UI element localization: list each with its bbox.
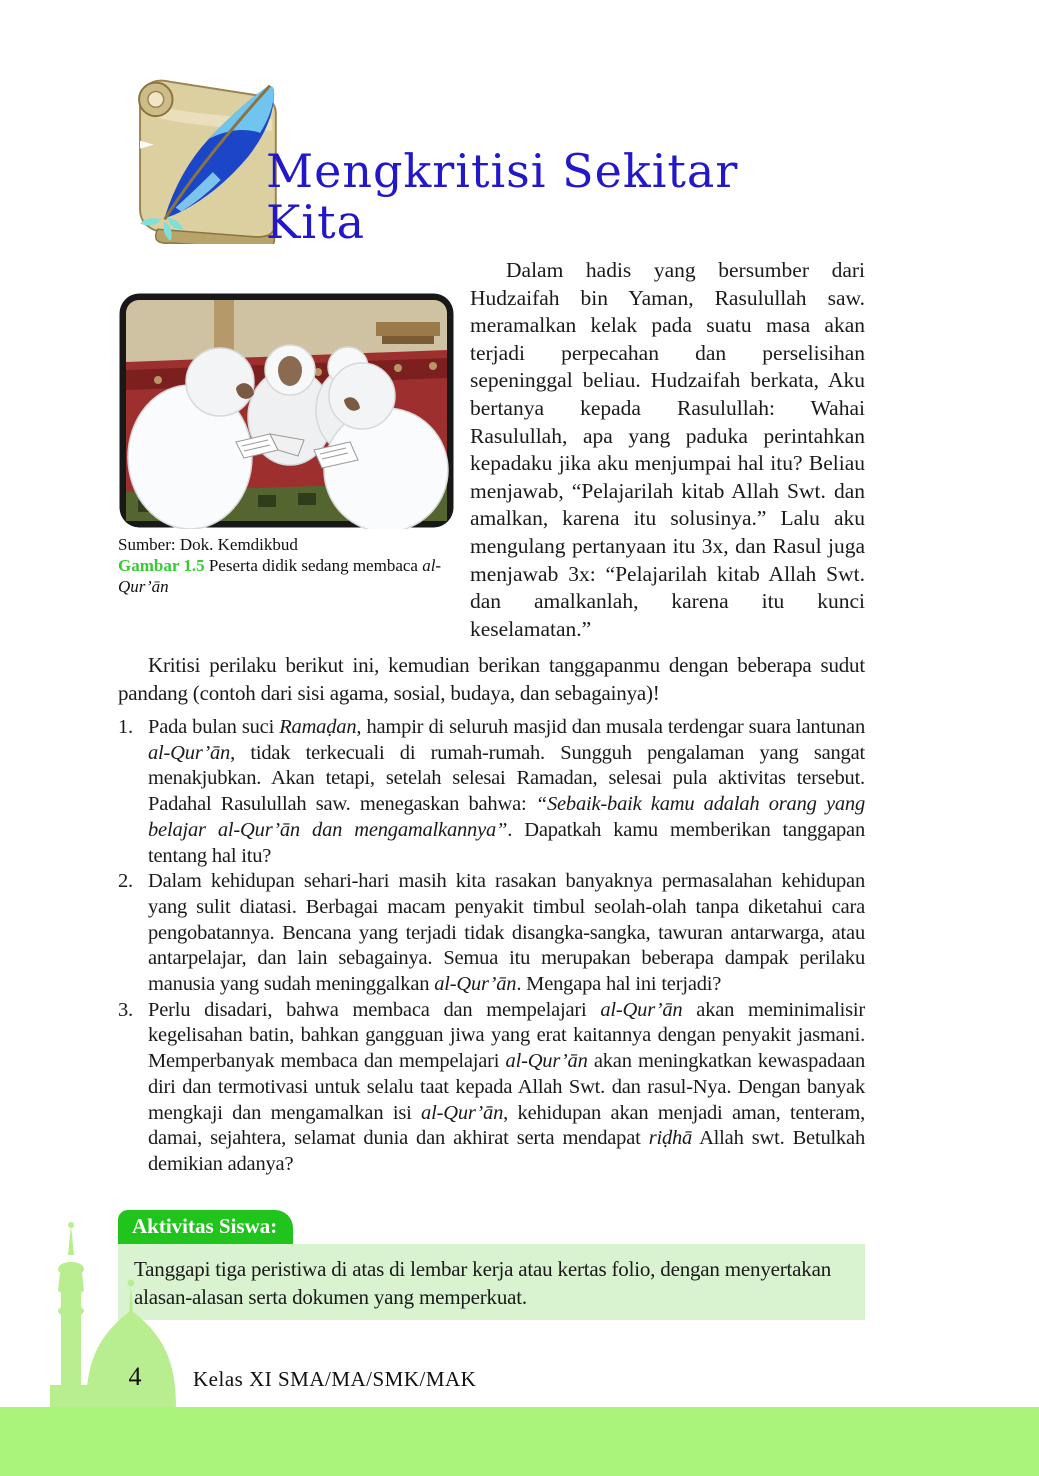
footer-band [0,1407,1039,1476]
activity-badge: Aktivitas Siswa: [118,1210,293,1245]
figure-source: Sumber: Dok. Kemdikbud [118,535,298,554]
intro-paragraph: Dalam hadis yang bersumber dari Hudzaifah bin Yaman, Rasulullah saw. meramalkan kelak pada suatu masa akan terjadi perpecahan dan perselisihan sepeninggal beliau. Hudzaifah berkata, Aku bertanya kepada Rasulullah: Wahai Rasulullah, apa yang paduka perintahkan kepadaku jika aku menjumpai hal itu? Beliau menjawab, “Pelajarilah kitab Allah Swt. dan amalkan, karena itu solusinya.” Lalu aku mengulang pertanyaan itu 3x, dan Rasul juga menjawab 3x: “Pelajarilah kitab Allah Swt. dan amalkanlah, karena itu kunci keselamatan.” [470,258,865,641]
footer-page-number: 4 [128,1362,142,1391]
figure-caption-italic: al-Qur’ān [118,556,442,596]
list-item-number: 3. [118,998,133,1021]
figure-caption-line [118,555,458,597]
figure-caption-text: Peserta didik sedang membaca [204,556,423,575]
page-title: Mengkritisi Sekitar Kita [266,144,739,249]
list-item-text: Perlu disadari, bahwa membaca dan mempelajari al-Qur’ān akan meminimalisir kegelisahan batin, bahkan gangguan jiwa yang erat kaitannya dengan penyakit jasmani. Memperbanyak membaca dan mempelajari al-Qur’ān akan meningkatkan kewaspadaan diri dan termotivasi untuk selalu taat kepada Allah Swt. dan rasul-Nya. Dengan banyak mengkaji dan mengamalkan isi al-Qur’ān, kehidupan akan menjadi aman, tenteram, damai, sejahtera, selamat dunia dan akhirat serta mendapat riḍhā Allah swt. Betulkah demikian adanya? [148,998,865,1175]
list-item [118,715,865,869]
list-item [118,869,865,998]
list-item-text: Pada bulan suci Ramaḍan, hampir di seluruh masjid dan musala terdengar suara lantunan al-Qur’ān, tidak terkecuali di rumah-rumah. Sungguh pengalaman yang sangat menakjubkan. Akan tetapi, setelah selesai Ramadan, selesai pula aktivitas tersebut. Padahal Rasulullah saw. menegaskan bahwa: “Sebaik-baik kamu adalah orang yang belajar al-Qur’ān dan mengamalkannya”. Dapatkah kamu memberikan tanggapan tentang hal itu? [148,716,866,867]
numbered-list [118,715,865,1178]
list-item-number: 2. [118,870,133,893]
figure-label: Gambar 1.5 [118,556,205,575]
lead-paragraph: Kritisi perilaku berikut ini, kemudian berikan tanggapanmu dengan beberapa sudut pandang (contoh dari sisi agama, sosial, budaya, dan sebagainya)! [118,653,865,705]
list-item-number: 1. [118,716,133,738]
figure-photo [118,292,455,529]
list-item-text: Dalam kehidupan sehari-hari masih kita rasakan banyaknya permasalahan kehidupan yang sulit diatasi. Berbagai macam penyakit timbul seolah-olah tanpa diketahui cara pengobatannya. Bencana yang terjadi tidak disangka-sangka, tawuran antarwarga, atau antarpelajar, dan lain sebagainya. Semua itu merupakan beberapa dampak perilaku manusia yang sudah meninggalkan al-Qur’ān. Mengapa hal ini terjadi? [148,870,865,996]
list-item [118,998,865,1178]
main-text [118,651,865,1178]
figure-caption [118,534,458,597]
activity-box: Tanggapi tiga peristiwa di atas di lembar kerja atau kertas folio, dengan menyertakan alasan-alasan serta dokumen yang memperkuat. [118,1244,865,1320]
footer-edition-label: Kelas XI SMA/MA/SMK/MAK [193,1367,477,1391]
